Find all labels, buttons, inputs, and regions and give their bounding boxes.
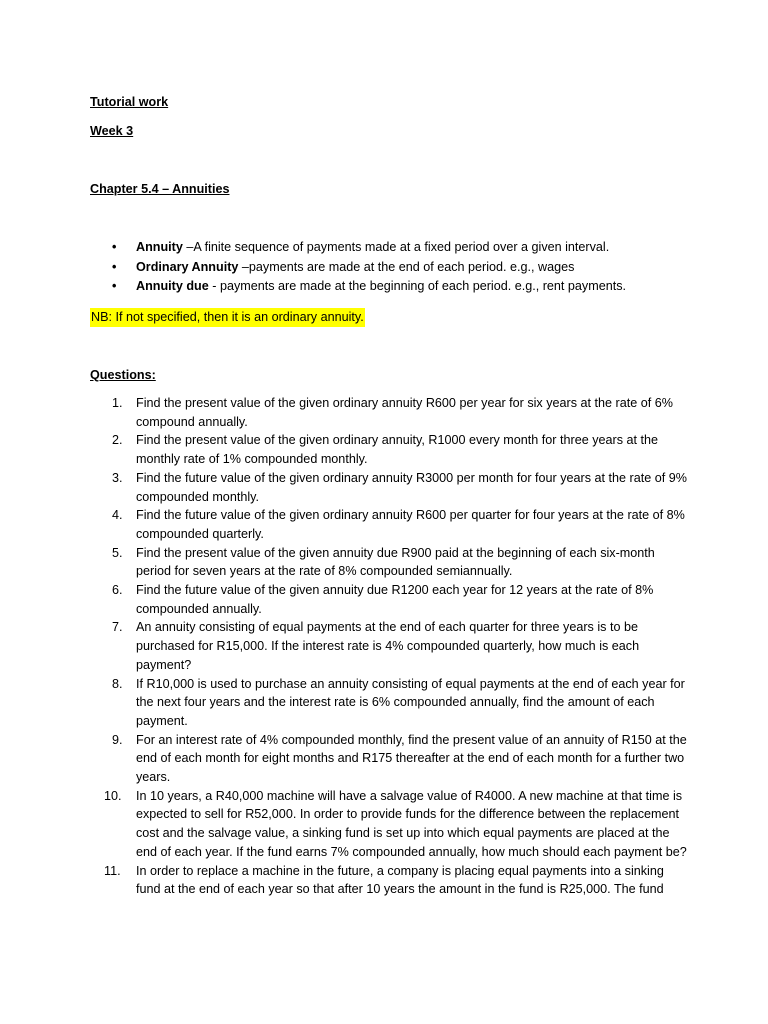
- question-number: 7.: [112, 620, 123, 635]
- question-text: For an interest rate of 4% compounded monthly, find the present value of an annuity of R150 at the end of each month for eight months and R175 thereafter at the end of each month for a further two years.: [136, 732, 687, 785]
- question-number: 4.: [112, 508, 123, 523]
- term: Ordinary Annuity: [136, 259, 239, 274]
- question-item: [90, 787, 690, 862]
- week-heading: Week 3: [90, 124, 134, 138]
- question-text: Find the present value of the given ordinary annuity, R1000 every month for three years at the monthly rate of 1% compounded monthly.: [136, 433, 659, 467]
- question-item: [90, 731, 690, 787]
- question-text: Find the present value of the given ordinary annuity R600 per year for six years at the rate of 6% compound annually.: [136, 396, 673, 429]
- question-number: 10.: [104, 788, 122, 803]
- chapter-heading: Chapter 5.4 – Annuities: [90, 182, 230, 196]
- list-item: [112, 258, 626, 278]
- question-number: 6.: [112, 583, 123, 598]
- bullet-icon: •: [112, 279, 117, 293]
- question-item: [90, 506, 690, 543]
- list-item: [112, 238, 626, 258]
- question-item: [90, 581, 690, 618]
- question-text: Find the future value of the given ordinary annuity R3000 per month for four years at the rate of 9% compounded monthly.: [136, 470, 687, 504]
- question-text: In order to replace a machine in the future, a company is placing equal payments into a sinking fund at the end of each year so that after 10 years the amount in the fund is R25,000. The fund: [136, 863, 664, 897]
- question-item: [90, 862, 690, 899]
- question-text: Find the future value of the given annuity due R1200 each year for 12 years at the rate of 8% compounded annually.: [136, 583, 654, 616]
- question-text: In 10 years, a R40,000 machine will have a salvage value of R4000. A new machine at that time is expected to sell for R52,000. In order to provide funds for the difference between the replacement cost and the salvage value, a sinking fund is set up into which equal payments are placed at the end of each year. If the fund earns 7% compounded annually, how much should each payment be?: [136, 788, 687, 859]
- definition: –payments are made at the end of each period. e.g., wages: [238, 259, 575, 274]
- definitions-list: [112, 238, 626, 297]
- question-item: [90, 544, 690, 581]
- questions-heading: Questions:: [90, 368, 156, 382]
- doc-title: Tutorial work: [90, 95, 169, 109]
- question-text: Find the future value of the given ordinary annuity R600 per quarter for four years at the rate of 8% compounded quarterly.: [136, 508, 685, 541]
- question-item: [90, 431, 690, 468]
- question-text: An annuity consisting of equal payments at the end of each quarter for three years is to be purchased for R15,000. If the interest rate is 4% compounded quarterly, how much is each payment?: [136, 620, 640, 672]
- questions-list: [90, 394, 690, 899]
- nb-note: NB: If not specified, then it is an ordinary annuity.: [90, 308, 365, 327]
- term: Annuity due: [136, 279, 209, 293]
- bullet-icon: •: [112, 259, 117, 274]
- term: Annuity: [136, 240, 183, 254]
- question-item: [90, 394, 690, 431]
- question-item: [90, 618, 690, 674]
- question-number: 2.: [112, 433, 123, 448]
- list-item: [112, 277, 626, 297]
- definition: - payments are made at the beginning of each period. e.g., rent payments.: [208, 279, 627, 293]
- question-number: 5.: [112, 545, 123, 560]
- question-text: If R10,000 is used to purchase an annuity consisting of equal payments at the end of each year for the next four years and the interest rate is 6% compounded annually, find the amount of each payment.: [136, 676, 685, 728]
- question-text: Find the present value of the given annuity due R900 paid at the beginning of each six-month period for seven years at the rate of 8% compounded semiannually.: [136, 545, 655, 579]
- definition: –A finite sequence of payments made at a fixed period over a given interval.: [182, 240, 610, 254]
- question-item: [90, 469, 690, 506]
- question-number: 1.: [112, 396, 123, 410]
- question-number: 11.: [104, 863, 121, 878]
- question-item: [90, 675, 690, 731]
- question-number: 8.: [112, 676, 123, 691]
- question-number: 3.: [112, 470, 123, 485]
- question-number: 9.: [112, 732, 123, 747]
- bullet-icon: •: [112, 240, 117, 254]
